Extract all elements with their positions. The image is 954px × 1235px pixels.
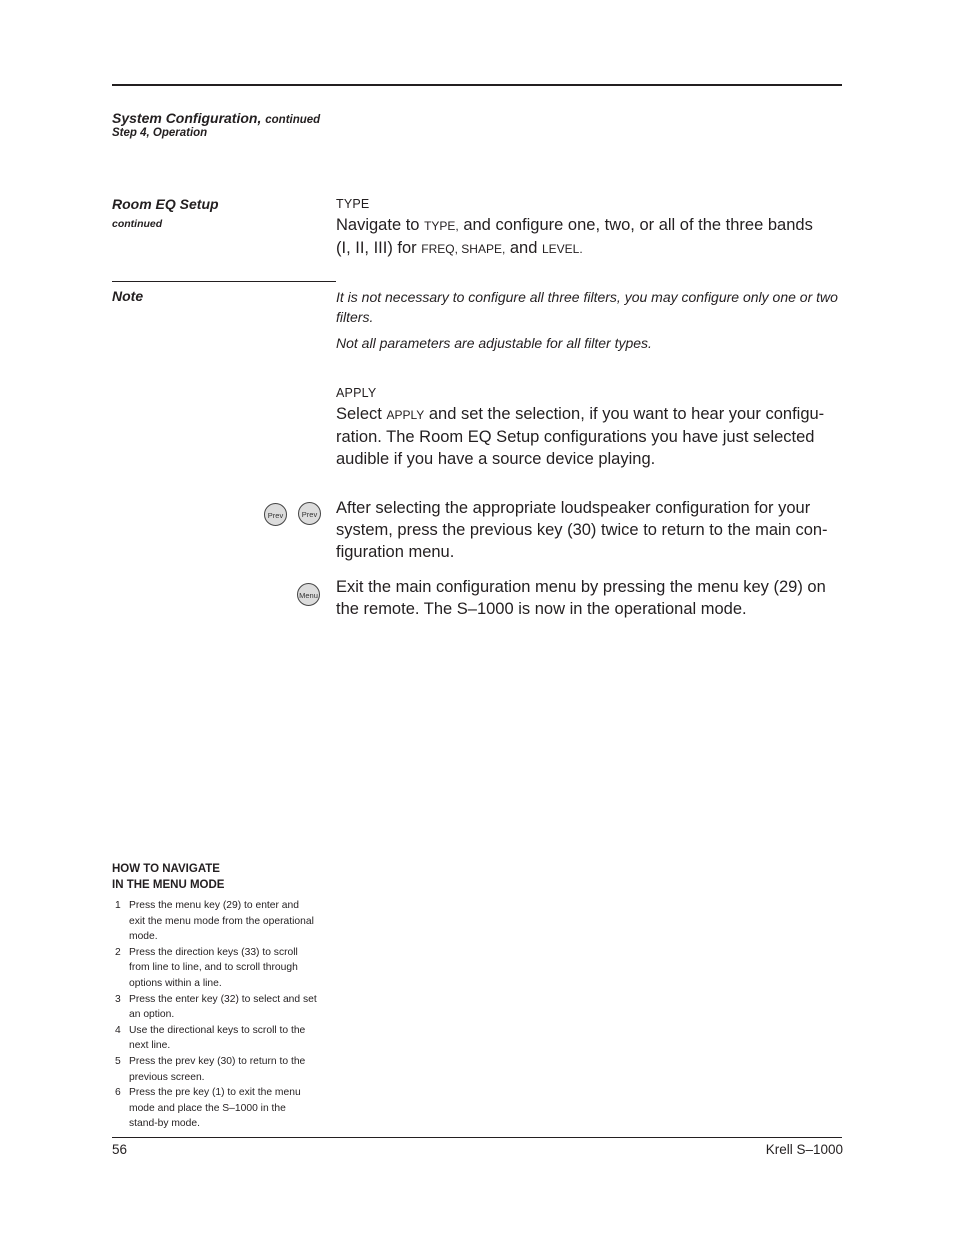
note-text-2: Not all parameters are adjustable for all filter types. bbox=[336, 335, 652, 351]
navigate-steps-list bbox=[112, 898, 317, 1132]
prev-key-icon: Prev bbox=[264, 503, 287, 526]
navigate-heading: HOW TO NAVIGATE IN THE MENU MODE bbox=[112, 863, 225, 891]
list-item: 6 Press the pre key (1) to exit the menu mode and place the S–1000 in the stand-by mode. bbox=[115, 1087, 301, 1130]
bottom-rule bbox=[112, 1137, 842, 1138]
note-rule bbox=[112, 281, 336, 282]
list-item: 3 Press the enter key (32) to select and set an option. bbox=[115, 993, 317, 1021]
room-eq-heading: Room EQ Setup bbox=[112, 196, 219, 212]
top-rule bbox=[112, 84, 842, 86]
list-item: 4 Use the directional keys to scroll to the next line. bbox=[115, 1024, 306, 1052]
page-number: 56 bbox=[112, 1142, 128, 1157]
level-smallcaps: LEVEL. bbox=[542, 242, 583, 256]
type-label: TYPE bbox=[336, 197, 370, 211]
room-eq-continued: continued bbox=[112, 218, 163, 230]
list-item: 2 Press the direction keys (33) to scroll from line to line, and to scroll through options within a line. bbox=[115, 946, 298, 989]
apply-smallcaps: APPLY bbox=[386, 408, 425, 422]
note-text-1: It is not necessary to configure all three filters, you may configure only one or two filters. bbox=[336, 289, 838, 325]
apply-paragraph: Select APPLY and set the selection, if you want to hear your configu-ration. The Room EQ Setup configurations you have just selected audible if you have a source device playing. bbox=[336, 405, 825, 468]
type-smallcaps: TYPE, bbox=[424, 219, 459, 233]
list-item: 5 Press the prev key (30) to return to the previous screen. bbox=[115, 1055, 306, 1083]
section-subtitle: Step 4, Operation bbox=[112, 127, 208, 139]
apply-label: APPLY bbox=[336, 386, 377, 400]
section-title-continued: continued bbox=[265, 114, 321, 126]
freq-shape-smallcaps: FREQ, SHAPE, bbox=[421, 242, 506, 256]
list-item: 1 Press the menu key (29) to enter and exit the menu mode from the operational mode. bbox=[115, 900, 314, 943]
menu-key-icon: Menu bbox=[297, 583, 320, 606]
section-title bbox=[112, 110, 320, 126]
menu-paragraph: Exit the main configuration menu by pressing the menu key (29) on the remote. The S–1000 is now in the operational mode. bbox=[336, 578, 826, 618]
product-model: Krell S–1000 bbox=[765, 1142, 843, 1157]
type-paragraph: Navigate to TYPE, and configure one, two, or all of the three bands (I, II, III) for FREQ, SHAPE, and LEVEL. bbox=[336, 216, 813, 257]
prev-key-icon: Prev bbox=[298, 502, 321, 525]
note-heading: Note bbox=[112, 288, 144, 304]
section-title-text: System Configuration, bbox=[112, 110, 262, 126]
prev-paragraph: After selecting the appropriate loudspeaker configuration for your system, press the previous key (30) twice to return to the main con-figuration menu. bbox=[336, 499, 828, 561]
